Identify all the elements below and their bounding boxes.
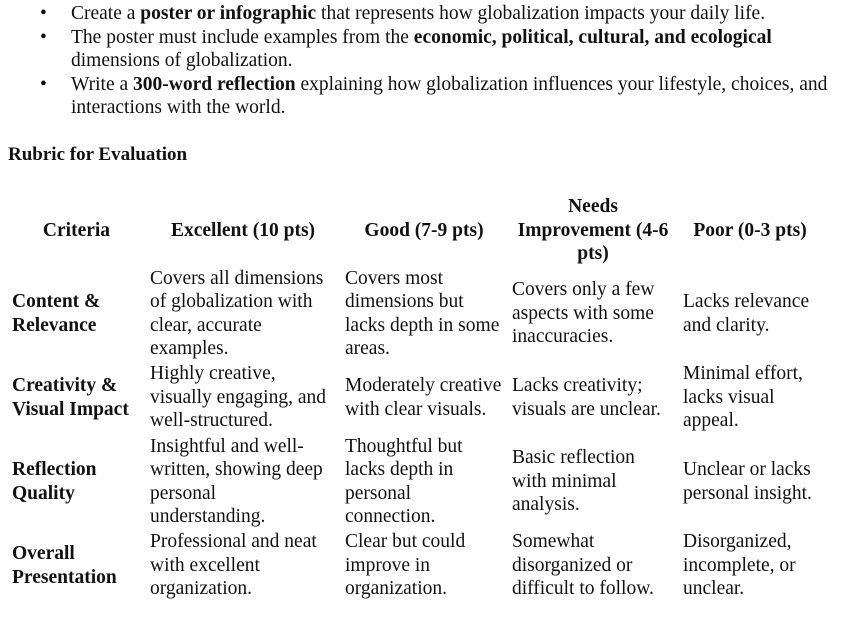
rubric-row-overall-presentation [6, 530, 820, 602]
task-item [40, 2, 855, 26]
criteria-label: Creativity & Visual Impact [12, 375, 129, 420]
cell-excellent: Highly creative, visually engaging, and well-structured. [150, 363, 327, 432]
cell-poor: Disorganized, incomplete, or unclear. [683, 531, 796, 600]
task-text: that represents how globalization impacts your daily life. [316, 3, 766, 24]
header-criteria: Criteria [42, 219, 111, 241]
cell-needs-improvement: Somewhat disorganized or difficult to follow. [512, 531, 654, 600]
task-emphasis: economic, political, cultural, and ecological [413, 26, 772, 48]
bullet-icon: • [40, 3, 47, 24]
cell-needs-improvement: Basic reflection with minimal analysis. [512, 447, 635, 516]
cell-excellent: Professional and neat with excellent organization. [150, 531, 317, 600]
task-emphasis: 300-word reflection [133, 73, 296, 95]
cell-excellent: Insightful and well-written, showing deep personal understanding. [150, 435, 323, 527]
cell-poor: Minimal effort, lacks visual appeal. [683, 363, 803, 432]
cell-good: Covers most dimensions but lacks depth in some areas. [345, 267, 500, 359]
rubric-header-row [6, 195, 820, 266]
cell-excellent: Covers all dimensions of globalization with clear, accurate examples. [150, 267, 324, 359]
rubric-row-reflection-quality [6, 434, 820, 530]
cell-good: Thoughtful but lacks depth in personal connection. [345, 435, 463, 527]
header-poor: Poor (0-3 pts) [693, 219, 807, 241]
rubric-row-creativity-visual-impact [6, 362, 820, 434]
task-emphasis: poster or infographic [140, 3, 317, 24]
cell-good: Clear but could improve in organization. [345, 531, 466, 600]
cell-needs-improvement: Lacks creativity; visuals are unclear. [512, 375, 661, 420]
bullet-icon: • [40, 26, 47, 48]
header-excellent: Excellent (10 pts) [170, 219, 316, 241]
task-text: Create a [71, 3, 141, 24]
assignment-task-list [40, 2, 855, 120]
header-good: Good (7-9 pts) [364, 219, 484, 241]
criteria-label: Reflection Quality [12, 459, 97, 504]
task-item [40, 26, 855, 73]
rubric-table [6, 195, 820, 602]
criteria-label: Overall Presentation [12, 543, 117, 588]
rubric-title: Rubric for Evaluation [8, 144, 188, 165]
task-item [40, 73, 855, 120]
cell-poor: Unclear or lacks personal insight. [683, 459, 812, 504]
task-text: Write a [71, 73, 134, 95]
task-text: The poster must include examples from the [71, 26, 414, 48]
cell-good: Moderately creative with clear visuals. [345, 375, 502, 420]
criteria-label: Content & Relevance [12, 291, 101, 336]
rubric-row-content-relevance [6, 266, 820, 362]
task-text: dimensions of globalization. [71, 50, 293, 71]
cell-poor: Lacks relevance and clarity. [683, 291, 810, 336]
header-needs-improvement: Needs Improvement (4-6 pts) [517, 196, 669, 264]
task-text: explaining how globalization influences your lifestyle, choices, and interactions with the world. [71, 73, 828, 118]
bullet-icon: • [40, 73, 47, 95]
cell-needs-improvement: Covers only a few aspects with some inaccuracies. [512, 279, 655, 348]
